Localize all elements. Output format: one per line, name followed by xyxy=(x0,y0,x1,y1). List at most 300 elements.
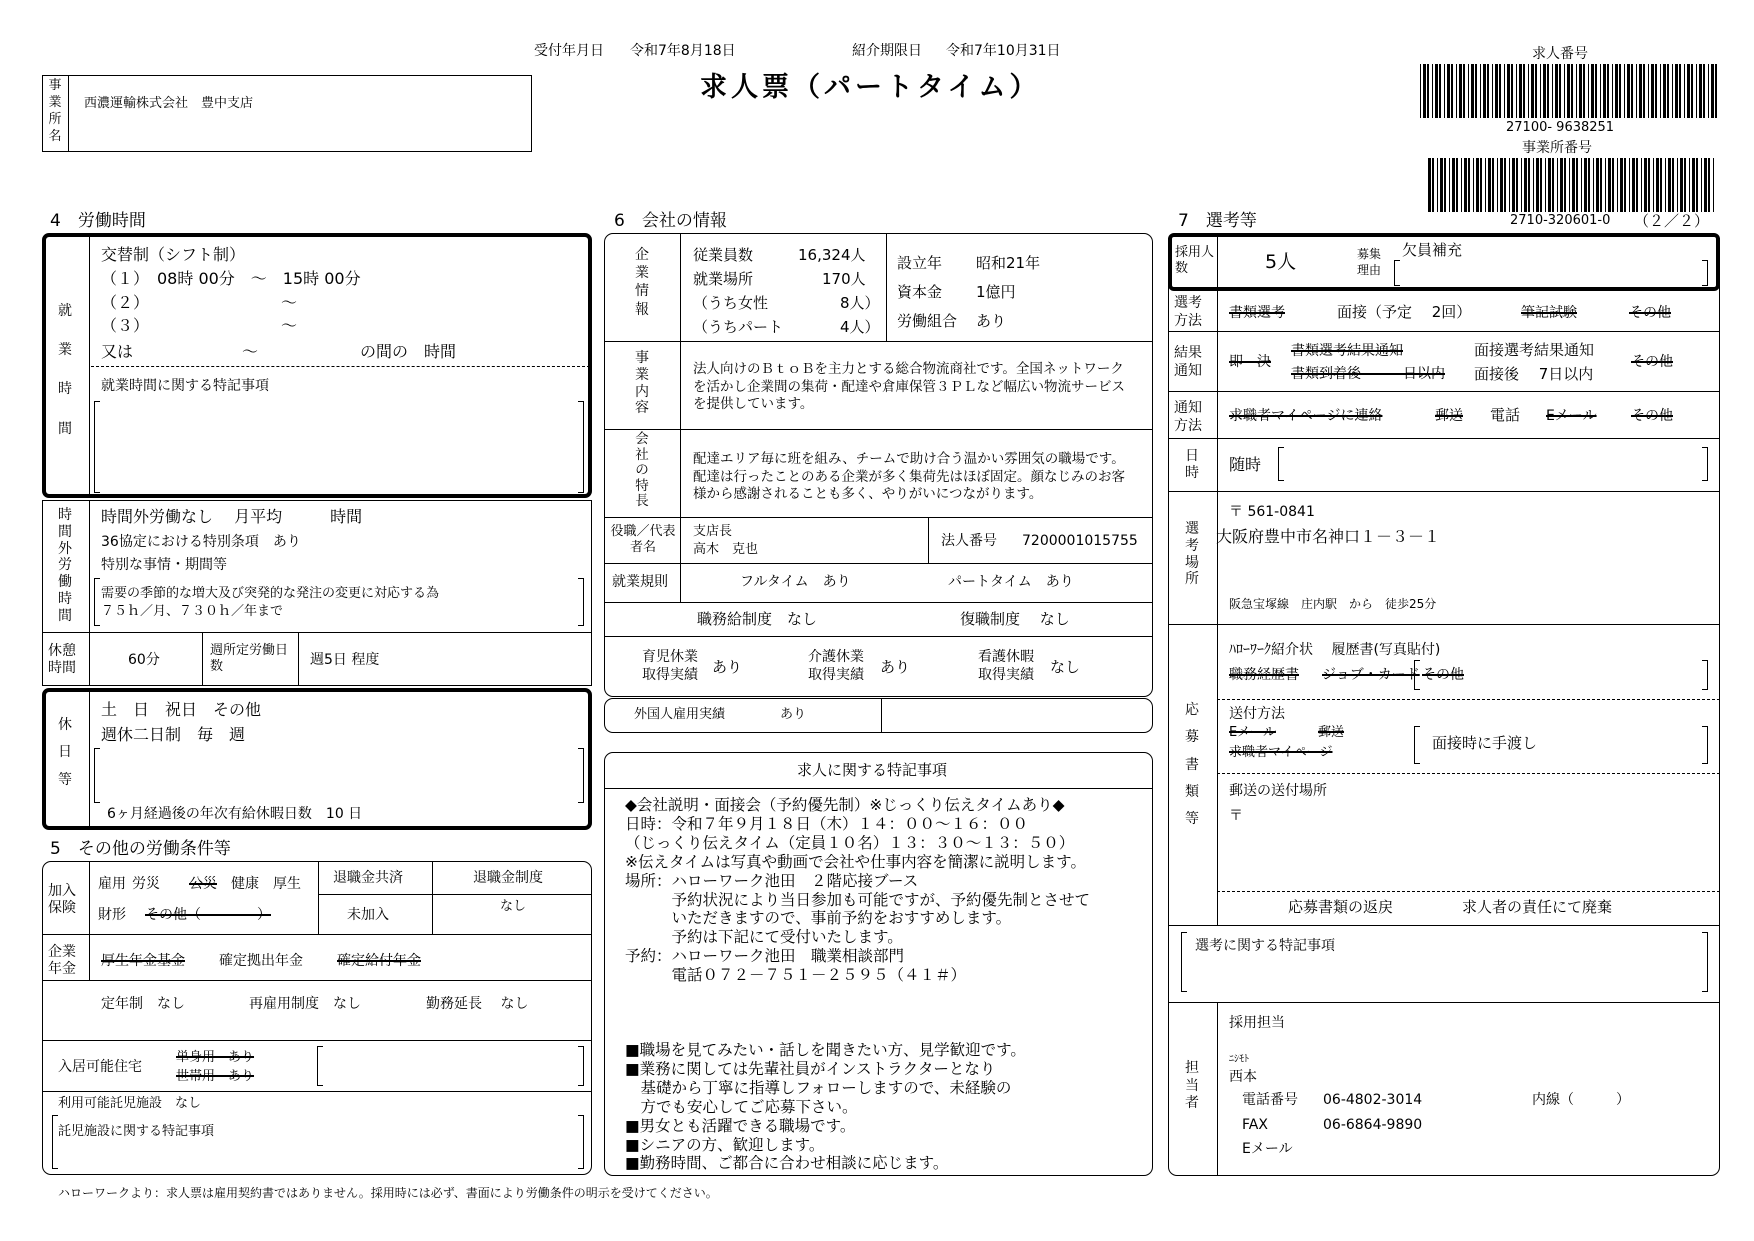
send-post: 郵送 xyxy=(1318,725,1345,740)
result-label: 結果通知 xyxy=(1174,345,1202,379)
pension-kousei: 厚生年金基金 xyxy=(101,953,185,969)
barcode-bar xyxy=(1605,158,1606,212)
barcode-bar xyxy=(1528,158,1530,212)
shift-3-label: （３） xyxy=(101,316,150,335)
docs-required: ﾊﾛｰﾜｰｸ紹介状 履歴書(写真貼付) xyxy=(1229,642,1441,658)
barcode-bar xyxy=(1576,64,1577,118)
special-notes-text-2: ■職場を見てみたい・話しを聞きたい方、見学歓迎です。 ■業務に関しては先輩社員がインストラクターとなり 基礎から丁寧に指導しフォローしますので、未経験の 方でも安心してご応募下さい。 ■男女とも活躍できる職場です。 ■シニアの方、歓迎します。 ■勤務時間、ご都合に合わせ相談に応じます。 xyxy=(625,1041,1026,1173)
barcode-bar xyxy=(1691,64,1693,118)
barcode-bar xyxy=(1636,158,1638,212)
barcode-bar xyxy=(1444,158,1446,212)
shift-3-tilde: ～ xyxy=(281,316,298,335)
barcode-bar xyxy=(1668,158,1671,212)
barcode-bar xyxy=(1584,158,1587,212)
docs-return-value: 求人者の責任にて廃棄 xyxy=(1462,898,1613,916)
method-doc: 書類選考 xyxy=(1229,305,1285,321)
childcare-leave-label: 育児休業取得実績 xyxy=(642,649,698,684)
foreign-hire-label: 外国人雇用実績 xyxy=(634,707,726,722)
barcode-bar xyxy=(1696,64,1697,118)
barcode-bar xyxy=(1428,158,1431,212)
barcode-bar xyxy=(1708,158,1710,212)
barcode-bar xyxy=(1427,64,1429,118)
rep-name: 高木 克也 xyxy=(693,542,759,557)
alt-suffix: の間の 時間 xyxy=(360,342,457,361)
barcode-bar xyxy=(1504,64,1505,118)
capital-label: 資本金 xyxy=(897,283,943,301)
barcode-bar xyxy=(1547,64,1549,118)
barcode-bar xyxy=(1483,64,1486,118)
rep-label: 役職／代表者名 xyxy=(610,524,676,556)
method-other: その他 xyxy=(1629,305,1671,321)
barcode-bar xyxy=(1595,64,1597,118)
job-pay-system: 職務給制度 なし xyxy=(697,610,818,628)
childcare-leave-value: あり xyxy=(712,658,743,676)
barcode-bar xyxy=(1468,64,1469,118)
barcode-bar xyxy=(1420,64,1421,118)
pension-dc: 確定拠出年金 xyxy=(219,953,303,969)
barcode-bar xyxy=(1600,158,1602,212)
email-label: Eメール xyxy=(1242,1141,1293,1157)
send-mypage: 求職者マイページ xyxy=(1229,745,1333,760)
corp-no: 7200001015755 xyxy=(1022,533,1138,549)
sec6-title: 6 会社の情報 xyxy=(614,211,727,231)
hire-count: 5人 xyxy=(1265,251,1297,273)
barcode-bar xyxy=(1423,64,1426,118)
barcode-bar xyxy=(1672,158,1674,212)
business-label: 事業内容 xyxy=(635,350,649,417)
company-info-label: 企業情報 xyxy=(635,247,649,318)
ins-other: その他（ ） xyxy=(145,907,271,923)
notify-other: その他 xyxy=(1631,408,1673,424)
result-immediate: 即 決 xyxy=(1229,354,1271,370)
housing-single: 単身用 あり xyxy=(176,1050,255,1065)
barcode-bar xyxy=(1449,158,1450,212)
barcode-bar xyxy=(1560,158,1563,212)
barcode-bar xyxy=(1684,158,1686,212)
rules-label: 就業規則 xyxy=(612,574,668,590)
alt-tilde: ～ xyxy=(242,342,259,361)
address: 大阪府豊中市名神口１－３－１ xyxy=(1216,527,1441,546)
shift-2-label: （２） xyxy=(101,293,150,312)
barcode-bar xyxy=(1456,64,1457,118)
barcode-bar xyxy=(1643,64,1645,118)
job-no-label: 求人番号 xyxy=(1532,46,1588,62)
barcode-bar xyxy=(1545,158,1546,212)
work-hours-label: 就業時間 xyxy=(58,303,72,437)
result-interview-2: 面接後 7日以内 xyxy=(1474,365,1594,383)
barcode-bar xyxy=(1475,64,1477,118)
barcode-bar xyxy=(1667,64,1669,118)
barcode-bar xyxy=(1463,64,1465,118)
postal-code: 〒 561-0841 xyxy=(1229,504,1315,520)
extension-label: 内線（ ） xyxy=(1532,1092,1630,1108)
reinstate-system: 復職制度 なし xyxy=(960,610,1070,628)
notify-phone: 電話 xyxy=(1490,406,1521,424)
work-hours-notes-label: 就業時間に関する特記事項 xyxy=(101,378,269,394)
contact-dept: 採用担当 xyxy=(1229,1015,1285,1031)
barcode-bar xyxy=(1437,158,1438,212)
ins-koyo: 雇用 xyxy=(98,876,126,892)
barcode-bar xyxy=(1619,64,1621,118)
barcode-bar xyxy=(1708,64,1709,118)
job-no: 27100- 9638251 xyxy=(1506,120,1615,135)
barcode-bar xyxy=(1629,158,1630,212)
women-label: （うち女性 xyxy=(693,294,769,312)
break-value: 60分 xyxy=(128,652,160,668)
alt-label: 又は xyxy=(101,342,134,361)
capital-value: 1億円 xyxy=(976,283,1016,301)
barcode-bar xyxy=(1432,64,1433,118)
barcode-bar xyxy=(1511,64,1513,118)
barcode-bar xyxy=(1480,158,1482,212)
retire-system-label: 退職金制度 xyxy=(473,870,543,886)
barcode-bar xyxy=(1555,64,1558,118)
part-label: （うちパート xyxy=(693,318,784,336)
barcode-bar xyxy=(1571,64,1573,118)
barcode-bar xyxy=(1715,64,1717,118)
reason-label: 募集理由 xyxy=(1357,247,1382,278)
site-employees-label: 就業場所 xyxy=(693,270,754,288)
phone-value: 06-4802-3014 xyxy=(1323,1092,1423,1108)
corp-no-label: 法人番号 xyxy=(941,533,997,549)
annual-leave: 6ヶ月経過後の年次有給休暇日数 10 日 xyxy=(107,806,363,822)
result-doc-1: 書類選考結果通知 xyxy=(1291,343,1403,359)
notify-label: 通知方法 xyxy=(1174,400,1202,434)
founded-value: 昭和21年 xyxy=(976,254,1041,272)
barcode-bar xyxy=(1624,64,1625,118)
barcode-bar xyxy=(1564,158,1566,212)
barcode-bar xyxy=(1684,64,1685,118)
barcode-bar xyxy=(1516,158,1518,212)
reason-value: 欠員補充 xyxy=(1402,241,1463,259)
deadline-date: 令和7年10月31日 xyxy=(946,43,1061,59)
send-email: Eメール xyxy=(1229,725,1276,740)
barcode-bar xyxy=(1548,158,1551,212)
barcode-bar xyxy=(1687,64,1690,118)
barcode-bar xyxy=(1583,64,1585,118)
barcode-bar xyxy=(1468,158,1470,212)
barcode-bar xyxy=(1440,158,1443,212)
barcode-bar xyxy=(1516,64,1517,118)
hire-count-label: 採用人数 xyxy=(1175,245,1215,276)
barcode-bar xyxy=(1521,158,1522,212)
rules-part: パートタイム あり xyxy=(948,574,1074,590)
ins-kenko: 健康 xyxy=(231,876,259,892)
mail-destination-label: 郵送の送付場所 xyxy=(1229,783,1327,799)
barcode-bar xyxy=(1627,64,1630,118)
docs-other: その他 xyxy=(1422,667,1464,683)
barcode-bar xyxy=(1655,64,1657,118)
childcare-label: 利用可能託児施設 なし xyxy=(58,1096,202,1111)
barcode-bar xyxy=(1679,64,1681,118)
barcode-bar xyxy=(1588,64,1589,118)
business-text: 法人向けのＢｔｏＢを主力とする総合物流商社です。全国ネットワークを活かし企業間の集荷・配達や倉庫保管３ＰＬなど幅広い物流サービスを提供しています。 xyxy=(693,361,1125,413)
sec7-title: 7 選考等 xyxy=(1178,211,1257,231)
office-name-label: 事業所名 xyxy=(48,78,62,144)
barcode-bar xyxy=(1473,158,1474,212)
barcode-bar xyxy=(1665,158,1666,212)
received-date-label: 受付年月日 xyxy=(534,43,604,59)
barcode-bar xyxy=(1557,158,1558,212)
barcode-bar xyxy=(1672,64,1673,118)
barcode-bar xyxy=(1528,64,1529,118)
fax-label: FAX xyxy=(1242,1117,1268,1133)
document-title: 求人票（パートタイム） xyxy=(700,72,1041,103)
docs-return-label: 応募書類の返戻 xyxy=(1288,898,1394,916)
barcode-bar xyxy=(1476,158,1479,212)
barcode-bar xyxy=(1596,158,1599,212)
barcode-bar xyxy=(1600,64,1601,118)
retire-mutual-label: 退職金共済 xyxy=(333,870,403,886)
barcode-bar xyxy=(1543,64,1546,118)
docs-label: 応募書類等 xyxy=(1185,702,1199,828)
barcode-bar xyxy=(1636,64,1637,118)
barcode-bar xyxy=(1701,158,1702,212)
special-circumstances-label: 特別な事情・期間等 xyxy=(101,557,227,573)
notify-email: Eメール xyxy=(1546,408,1597,424)
barcode-bar xyxy=(1572,158,1575,212)
barcode-bar xyxy=(1464,158,1467,212)
barcode-bar xyxy=(1447,64,1450,118)
special-text-1: 需要の季節的な増大及び突発的な発注の変更に対応する為 xyxy=(101,586,440,601)
barcode-bar xyxy=(1603,64,1606,118)
docs-jobcard: ジョブ・カード xyxy=(1322,667,1420,683)
barcode-bar xyxy=(1593,158,1594,212)
barcode-bar xyxy=(1540,64,1541,118)
barcode-bar xyxy=(1656,158,1659,212)
break-label: 休憩時間 xyxy=(48,643,76,676)
retire-system-value: なし xyxy=(500,899,527,914)
feature-label: 会社の特長 xyxy=(635,431,649,510)
shift-2-tilde: ～ xyxy=(281,293,298,312)
sick-leave-label: 看護休暇取得実績 xyxy=(978,649,1034,684)
employees-label: 従業員数 xyxy=(693,246,754,264)
shift-1: （１） 08時 00分 ～ 15時 00分 xyxy=(101,269,361,288)
barcode-bar xyxy=(1576,158,1578,212)
extension: 勤務延長 なし xyxy=(426,996,529,1012)
contact-label: 担当者 xyxy=(1185,1060,1199,1111)
barcode-bar xyxy=(1535,64,1537,118)
barcode-bar xyxy=(1711,64,1714,118)
barcode-bar xyxy=(1704,158,1707,212)
sec5-title: 5 その他の労働条件等 xyxy=(50,839,231,859)
barcode-bar xyxy=(1499,64,1501,118)
office-name: 西濃運輸株式会社 豊中支店 xyxy=(84,96,254,111)
office-no: 2710-320601-0 xyxy=(1510,213,1611,228)
feature-text: 配達エリア毎に班を組み、チームで助け合う温かい雰囲気の職場です。配達は行ったことのある企業が多く集荷先はほぼ固定。顔なじみのお客様から感謝されることも多く、やりがいにつながります。 xyxy=(693,451,1125,503)
barcode-bar xyxy=(1459,64,1462,118)
barcode-bar xyxy=(1435,64,1438,118)
barcode-bar xyxy=(1675,64,1678,118)
mail-postal: 〒 xyxy=(1229,808,1243,824)
overtime-label: 時間外労働時間 xyxy=(58,507,72,624)
place-label: 選考場所 xyxy=(1185,521,1199,588)
barcode-bar xyxy=(1699,64,1702,118)
barcode-bar xyxy=(1588,158,1590,212)
barcode-bar xyxy=(1451,64,1453,118)
barcode-bar xyxy=(1660,64,1661,118)
site-employees-value: 170人 xyxy=(822,270,866,288)
barcode-bar xyxy=(1497,158,1498,212)
result-interview-1: 面接選考結果通知 xyxy=(1474,341,1595,359)
overtime-line: 時間外労働なし 月平均 時間 xyxy=(101,507,363,526)
barcode-bar xyxy=(1471,64,1474,118)
special-text-2: ７５ｈ／月、７３０ｈ／年まで xyxy=(101,604,284,619)
barcode-bar xyxy=(1713,158,1714,212)
docs-career: 職務経歴書 xyxy=(1229,667,1299,683)
rehire: 再雇用制度 なし xyxy=(249,996,361,1012)
pension-label: 企業年金 xyxy=(48,944,76,977)
special-notes-title: 求人に関する特記事項 xyxy=(797,761,948,779)
ins-kousai: 公災 xyxy=(189,876,217,892)
notify-post: 郵送 xyxy=(1435,408,1463,424)
barcode-bar xyxy=(1612,158,1614,212)
ins-zaikei: 財形 xyxy=(98,907,126,923)
received-date: 令和7年8月18日 xyxy=(630,43,736,59)
sec4-title: 4 労働時間 xyxy=(50,211,146,231)
barcode-bar xyxy=(1663,64,1666,118)
contact-name: 西本 xyxy=(1229,1069,1257,1085)
weekly-days-value: 週5日 程度 xyxy=(310,652,380,668)
footer-note: ハローワークより：求人票は雇用契約書ではありません。採用時には必ず、書面により労働条件の明示を受けてください。 xyxy=(58,1186,718,1200)
barcode-bar xyxy=(1617,158,1618,212)
union-value: あり xyxy=(976,312,1007,330)
result-other: その他 xyxy=(1631,354,1673,370)
ins-rousai: 労災 xyxy=(132,876,160,892)
barcode-bar xyxy=(1495,64,1498,118)
page-number: （２／２） xyxy=(1634,212,1710,230)
selection-notes-label: 選考に関する特記事項 xyxy=(1195,938,1335,954)
barcode-bar xyxy=(1480,64,1481,118)
barcode-bar xyxy=(1504,158,1506,212)
method-label: 選考方法 xyxy=(1174,295,1202,329)
fax-value: 06-6864-9890 xyxy=(1323,1117,1423,1133)
barcode-bar xyxy=(1641,158,1642,212)
barcode-bar xyxy=(1444,64,1445,118)
phone-label: 電話番号 xyxy=(1242,1092,1298,1108)
job-no-barcode xyxy=(1420,64,1720,118)
barcode-bar xyxy=(1703,64,1705,118)
barcode-bar xyxy=(1639,64,1642,118)
barcode-bar xyxy=(1591,64,1594,118)
rep-title: 支店長 xyxy=(693,524,733,539)
barcode-bar xyxy=(1523,64,1525,118)
union-label: 労働組合 xyxy=(897,312,958,330)
sick-leave-value: なし xyxy=(1050,658,1081,676)
barcode-bar xyxy=(1559,64,1561,118)
barcode-bar xyxy=(1567,64,1570,118)
barcode-bar xyxy=(1569,158,1570,212)
part-value: 4人） xyxy=(840,318,880,336)
founded-label: 設立年 xyxy=(897,254,943,272)
pension-db: 確定給付年金 xyxy=(337,953,421,969)
holidays-list: 土 日 祝日 その他 xyxy=(101,700,262,719)
barcode-bar xyxy=(1512,158,1515,212)
barcode-bar xyxy=(1644,158,1647,212)
housing-family: 世帯用 あり xyxy=(176,1069,255,1084)
barcode-bar xyxy=(1509,158,1510,212)
retire-mutual-value: 未加入 xyxy=(347,907,389,923)
barcode-bar xyxy=(1653,158,1654,212)
barcode-bar xyxy=(1500,158,1503,212)
barcode-bar xyxy=(1648,158,1650,212)
barcode-bar xyxy=(1533,158,1534,212)
barcode-bar xyxy=(1524,158,1527,212)
barcode-bar xyxy=(1615,64,1618,118)
barcode-bar xyxy=(1624,158,1626,212)
barcode-bar xyxy=(1692,158,1695,212)
retire-age: 定年制 なし xyxy=(101,996,185,1012)
barcode-bar xyxy=(1579,64,1582,118)
barcode-bar xyxy=(1689,158,1690,212)
special-notes-text: ◆会社説明・面接会（予約優先制）※じっくり伝えタイムあり◆ 日時：令和７年９月１８日（木）１４：００～１６：００ （じっくり伝えタイム（定員１０名）１３：３０～１３：５０） ※伝えタイムは写真や動画で会社や仕事内容を簡潔に説明します。 場所：ハローワーク池田 ２階応接ブース 予約状況により当日参加も可能ですが、予約優先制とさせて いただきますので、事前予約をおすすめします。 予約は下記にて受付いたします。 予約：ハローワーク池田 職業相談部門 電話０７２－７５１－２５９５（４１＃） xyxy=(625,796,1091,985)
barcode-bar xyxy=(1552,158,1554,212)
barcode-bar xyxy=(1696,158,1698,212)
access: 阪急宝塚線 庄内駅 から 徒歩25分 xyxy=(1229,597,1437,611)
employees-value: 16,324人 xyxy=(798,246,866,264)
rules-full: フルタイム あり xyxy=(740,574,851,590)
barcode-bar xyxy=(1632,158,1635,212)
contact-kana: ﾆｼﾓﾄ xyxy=(1229,1054,1249,1065)
barcode-bar xyxy=(1432,158,1434,212)
barcode-bar xyxy=(1519,64,1522,118)
barcode-bar xyxy=(1631,64,1633,118)
office-no-barcode xyxy=(1428,158,1718,212)
barcode-bar xyxy=(1536,158,1539,212)
weekly-days-label: 週所定労働日数 xyxy=(210,643,289,675)
two-day-weekend: 週休二日制 毎 週 xyxy=(101,725,246,744)
barcode-bar xyxy=(1439,64,1441,118)
barcode-bar xyxy=(1648,64,1649,118)
notify-mypage: 求職者マイページに連絡 xyxy=(1229,408,1383,424)
clause-36: 36協定における特別条項 あり xyxy=(101,534,301,550)
barcode-bar xyxy=(1564,64,1565,118)
barcode-bar xyxy=(1485,158,1486,212)
office-name-box xyxy=(42,75,532,152)
barcode-bar xyxy=(1607,64,1609,118)
shift-system: 交替制（シフト制） xyxy=(101,245,246,264)
barcode-bar xyxy=(1612,64,1613,118)
barcode-bar xyxy=(1581,158,1582,212)
barcode-bar xyxy=(1651,64,1654,118)
deadline-label: 紹介期限日 xyxy=(852,43,922,59)
barcode-bar xyxy=(1487,64,1489,118)
housing-label: 入居可能住宅 xyxy=(58,1059,142,1075)
nursing-leave-value: あり xyxy=(880,658,911,676)
barcode-bar xyxy=(1608,158,1611,212)
barcode-bar xyxy=(1461,158,1462,212)
barcode-bar xyxy=(1507,64,1510,118)
barcode-bar xyxy=(1531,64,1534,118)
barcode-bar xyxy=(1492,158,1494,212)
holidays-label: 休日等 xyxy=(58,717,72,788)
method-written: 筆記試験 xyxy=(1521,305,1577,321)
foreign-hire-value: あり xyxy=(780,707,807,722)
barcode-bar xyxy=(1452,158,1455,212)
barcode-bar xyxy=(1680,158,1683,212)
send-note: 面接時に手渡し xyxy=(1432,734,1538,752)
date-value: 随時 xyxy=(1229,455,1262,474)
women-value: 8人） xyxy=(840,294,880,312)
barcode-bar xyxy=(1677,158,1678,212)
nursing-leave-label: 介護休業取得実績 xyxy=(808,649,864,684)
method-interview: 面接（予定 2回） xyxy=(1337,303,1472,321)
ins-kousei: 厚生 xyxy=(273,876,301,892)
send-method-label: 送付方法 xyxy=(1229,706,1285,722)
barcode-bar xyxy=(1456,158,1458,212)
barcode-bar xyxy=(1620,158,1623,212)
barcode-bar xyxy=(1540,158,1542,212)
